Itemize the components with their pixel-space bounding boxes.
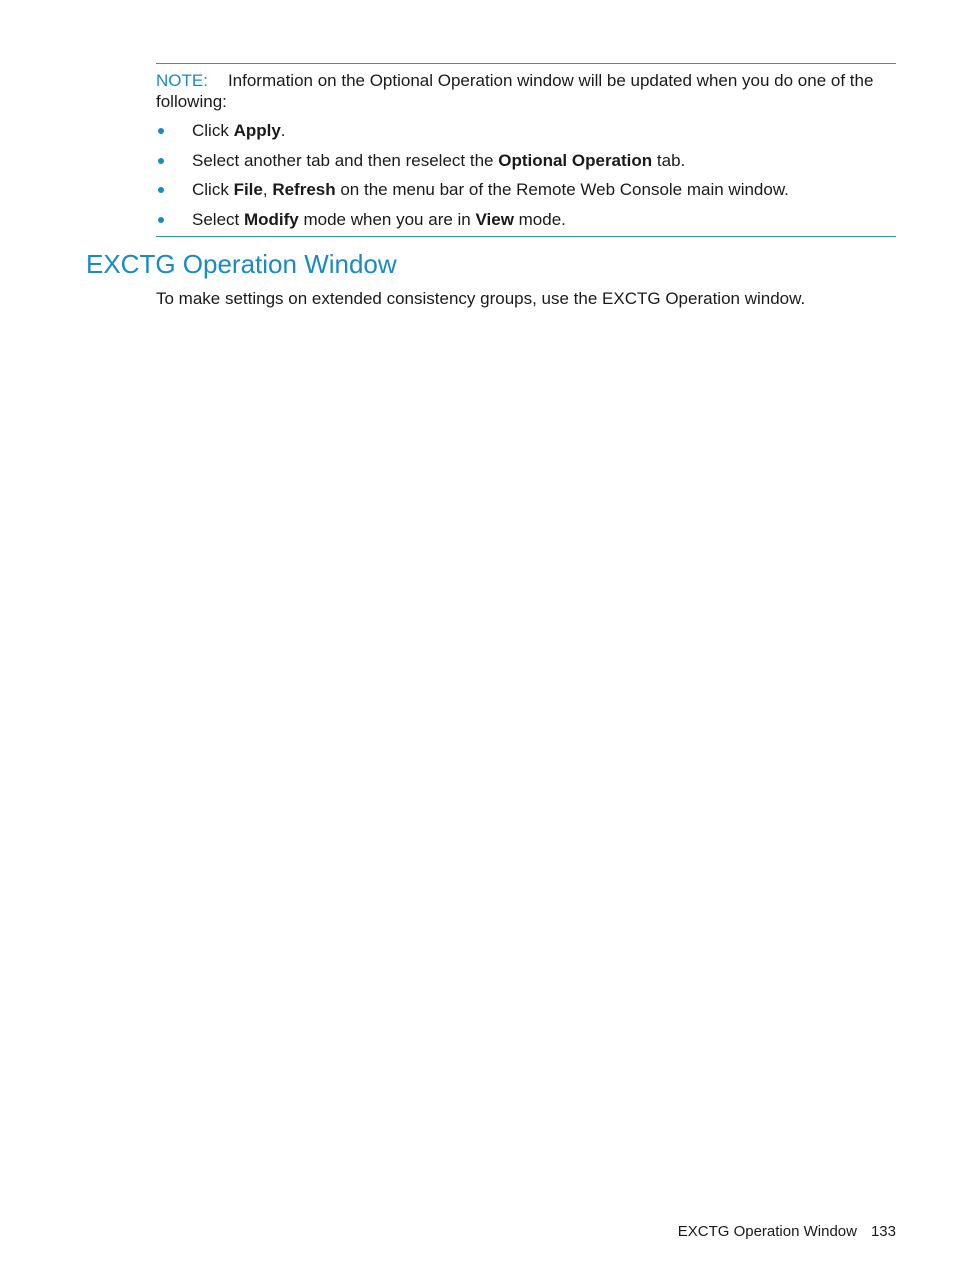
- page-footer: [678, 1222, 896, 1242]
- ui-term: Apply: [233, 121, 281, 140]
- bullet-icon: [158, 217, 164, 223]
- section-heading: EXCTG Operation Window: [86, 249, 397, 279]
- ui-term: Modify: [243, 209, 299, 229]
- list-item: Click Apply.: [156, 120, 896, 141]
- bullet-icon: [158, 128, 164, 134]
- note-box: [156, 63, 896, 237]
- note-bullet-list: [156, 120, 896, 230]
- list-item: Click File, Refresh on the menu bar of the Remote Web Console main window.: [156, 179, 896, 200]
- footer-title: EXCTG Operation Window: [677, 1223, 857, 1240]
- note-label: NOTE:: [156, 71, 208, 90]
- ui-term: Optional Operation: [498, 150, 653, 170]
- bullet-icon: [158, 158, 164, 164]
- list-item: Select Modify mode when you are in View mode.: [156, 209, 896, 230]
- ui-term: Refresh: [272, 180, 336, 199]
- ui-term: File: [233, 180, 263, 199]
- note-text: Information on the Optional Operation window will be updated when you do one of the following:: [156, 71, 874, 111]
- note-paragraph: [156, 70, 896, 112]
- section-intro: To make settings on extended consistency groups, use the EXCTG Operation window.: [156, 289, 806, 308]
- list-item: Select another tab and then reselect the Optional Operation tab.: [156, 150, 896, 171]
- bullet-icon: [158, 187, 164, 193]
- page-number: 133: [870, 1223, 896, 1240]
- ui-term: View: [475, 209, 514, 229]
